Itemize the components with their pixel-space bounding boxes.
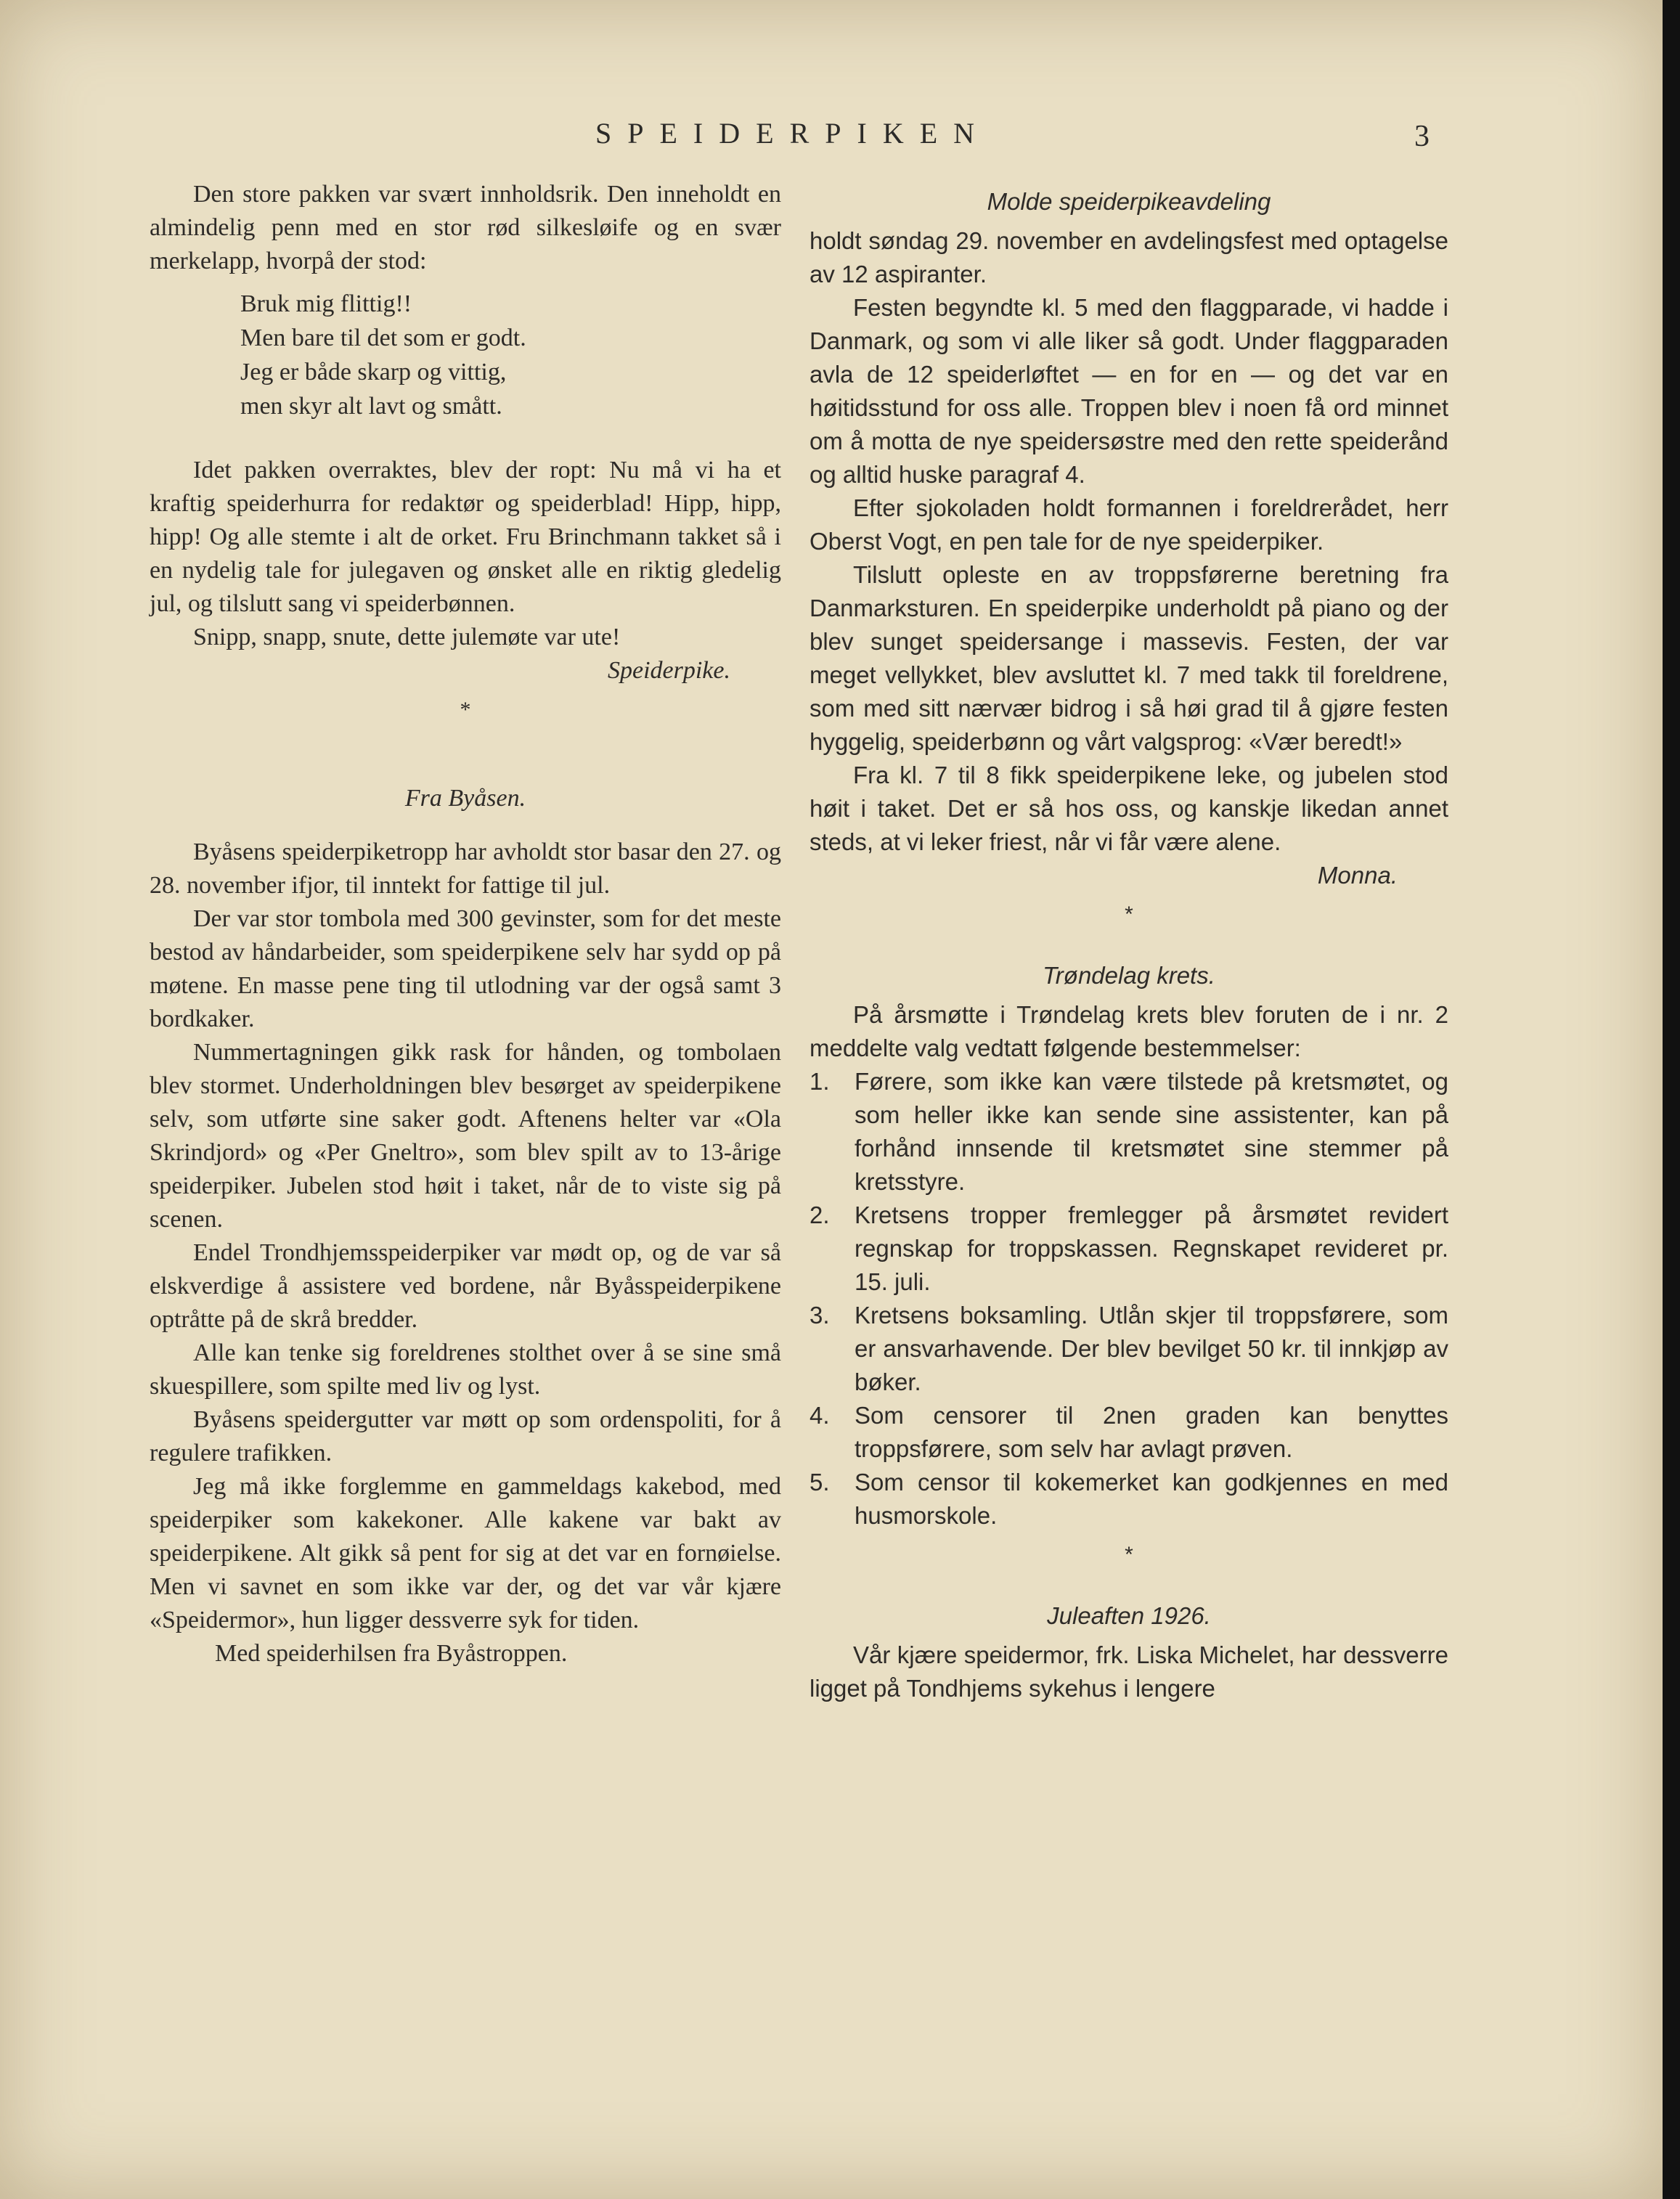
section-heading: Trøndelag krets. (1043, 962, 1215, 989)
paragraph: Idet pakken overraktes, blev der ropt: Nu må vi ha et kraftig speiderhurra for redaktør og speiderblad! Hipp, hipp, hipp! Og alle stemte i alt de orket. Fru Brinchmann takket så i en nydelig tale for julegaven og ønsket alle en riktig gledelig jul, og tilslutt sang vi speiderbønnen. (150, 457, 781, 617)
list-number: 2. (810, 1202, 830, 1228)
signature: Monna. (1317, 862, 1398, 889)
list-item (810, 1399, 1448, 1466)
section-heading: Fra Byåsen. (404, 785, 526, 812)
section-heading: Molde speiderpikeavdeling (987, 188, 1271, 215)
list-item (810, 1299, 1448, 1399)
paragraph: Nummertagningen gikk rask for hånden, og tombolaen blev stormet. Underholdningen blev besørget av speiderpikene selv, som utførte sine saker godt. Aftenens helter var «Ola Skrindjord» og «Per Gneltro», som blev spilt av to 13-årige speiderpiker. Jubelen stod høit i taket, når de to viste sig på scenen. (150, 1039, 781, 1233)
page-header (0, 109, 1663, 152)
right-column (810, 178, 1448, 1705)
paragraph: Den store pakken var svært innholdsrik. Den inneholdt en almindelig penn med en stor rød silkesløife og en svær merkelapp, hvorpå der stod: (150, 181, 781, 274)
paragraph: Tilslutt opleste en av troppsførerne beretning fra Danmarksturen. En speiderpike underholdt på piano og der blev sunget speidersange i massevis. Festen, der var meget vellykket, blev avsluttet kl. 7 med takk til foreldrene, som med sitt nærvær bidrog i så høi grad til å gjøre festen hyggelig, speiderbønn og vårt valgsprog: «Vær beredt!» (810, 561, 1448, 755)
poem (240, 287, 781, 423)
paragraph: Efter sjokoladen holdt formannen i foreldrerådet, herr Oberst Vogt, en pen tale for de nye speiderpiker. (810, 494, 1448, 555)
list-number: 3. (810, 1302, 830, 1329)
list-item (810, 1065, 1448, 1199)
paragraph: Festen begyndte kl. 5 med den flaggparade, vi hadde i Danmark, og som vi alle liker så godt. Under flaggparaden avla de 12 speiderløftet — en for en — og det var en høitidsstund for oss alle. Troppen blev i noen få ord minnet om å motta de nye speidersøstre med den rette speiderånd og alltid huske paragraf 4. (810, 294, 1448, 488)
list-number: 4. (810, 1402, 830, 1429)
poem-line: Jeg er både skarp og vittig, (240, 359, 507, 385)
paragraph: Endel Trondhjemsspeiderpiker var mødt op, og de var så elskverdige å assistere ved bordene, når Byåsspeiderpikene optråtte på de skrå bredder. (150, 1239, 781, 1333)
paragraph: Jeg må ikke forglemme en gammeldags kakebod, med speiderpiker som kakekoner. Alle kakene var bakt av speiderpikene. Alt gikk så pent for sig at det var en fornøielse. Men vi savnet en som ikke var der, og det var vår kjære «Speidermor», hun ligger dessverre syk for tiden. (150, 1473, 781, 1633)
list-text: Kretsens boksamling. Utlån skjer til troppsførere, som er ansvarhavende. Der blev bevilget 50 kr. til innkjøp av bøker. (855, 1302, 1448, 1395)
list-text: Som censorer til 2nen graden kan benyttes troppsførere, som selv har avlagt prøven. (855, 1402, 1448, 1462)
section-heading: Juleaften 1926. (1047, 1602, 1211, 1629)
left-column (150, 178, 781, 1670)
paragraph: Byåsens speiderpiketropp har avholdt stor basar den 27. og 28. november ifjor, til inntekt for fattige til jul. (150, 839, 781, 899)
paragraph: På årsmøtte i Trøndelag krets blev foruten de i nr. 2 meddelte valg vedtatt følgende bestemmelser: (810, 1001, 1448, 1061)
paragraph: holdt søndag 29. november en avdelingsfest med optagelse av 12 aspiranter. (810, 227, 1448, 287)
poem-line: men skyr alt lavt og smått. (240, 393, 502, 420)
list-item (810, 1466, 1448, 1533)
list-text: Førere, som ikke kan være tilstede på kretsmøtet, og som heller ikke kan sende sine assistenter, kan på forhånd innsende til kretsmøtet sine stemmer på kretsstyre. (855, 1068, 1448, 1195)
section-divider: * (1125, 1543, 1133, 1567)
rules-list (810, 1065, 1448, 1533)
paragraph: Fra kl. 7 til 8 fikk speiderpikene leke, og jubelen stod høit i taket. Det er så hos oss, og kanskje likedan annet steds, at vi leker friest, når vi får være alene. (810, 762, 1448, 855)
page-number: 3 (1414, 120, 1430, 153)
paragraph: Alle kan tenke sig foreldrenes stolthet over å se sine små skuespillere, som spilte med liv og lyst. (150, 1339, 781, 1400)
poem-line: Men bare til det som er godt. (240, 325, 526, 351)
section-divider: * (460, 698, 471, 722)
list-text: Kretsens tropper fremlegger på årsmøtet revidert regnskap for troppskassen. Regnskapet revideret pr. 15. juli. (855, 1202, 1448, 1295)
list-number: 5. (810, 1469, 830, 1496)
list-text: Som censor til kokemerket kan godkjennes en med husmorskole. (855, 1469, 1448, 1529)
closing-signature: Med speiderhilsen fra Byåstroppen. (215, 1640, 568, 1667)
section-divider: * (1125, 902, 1133, 926)
running-title: SPEIDERPIKEN (595, 117, 991, 150)
list-item (810, 1199, 1448, 1299)
signature: Speiderpike. (608, 657, 730, 684)
list-number: 1. (810, 1068, 830, 1095)
poem-line: Bruk mig flittig!! (240, 290, 412, 317)
paragraph: Der var stor tombola med 300 gevinster, som for det meste bestod av håndarbeider, som speiderpikene selv har sydd op på møtene. En masse pene ting til utlodning var der også samt 3 bordkaker. (150, 905, 781, 1032)
paragraph: Snipp, snapp, snute, dette julemøte var ute! (193, 624, 621, 650)
paragraph: Vår kjære speidermor, frk. Liska Michelet, har dessverre ligget på Tondhjems sykehus i lengere (810, 1641, 1448, 1702)
paragraph: Byåsens speidergutter var møtt op som ordenspoliti, for å regulere trafikken. (150, 1406, 781, 1466)
